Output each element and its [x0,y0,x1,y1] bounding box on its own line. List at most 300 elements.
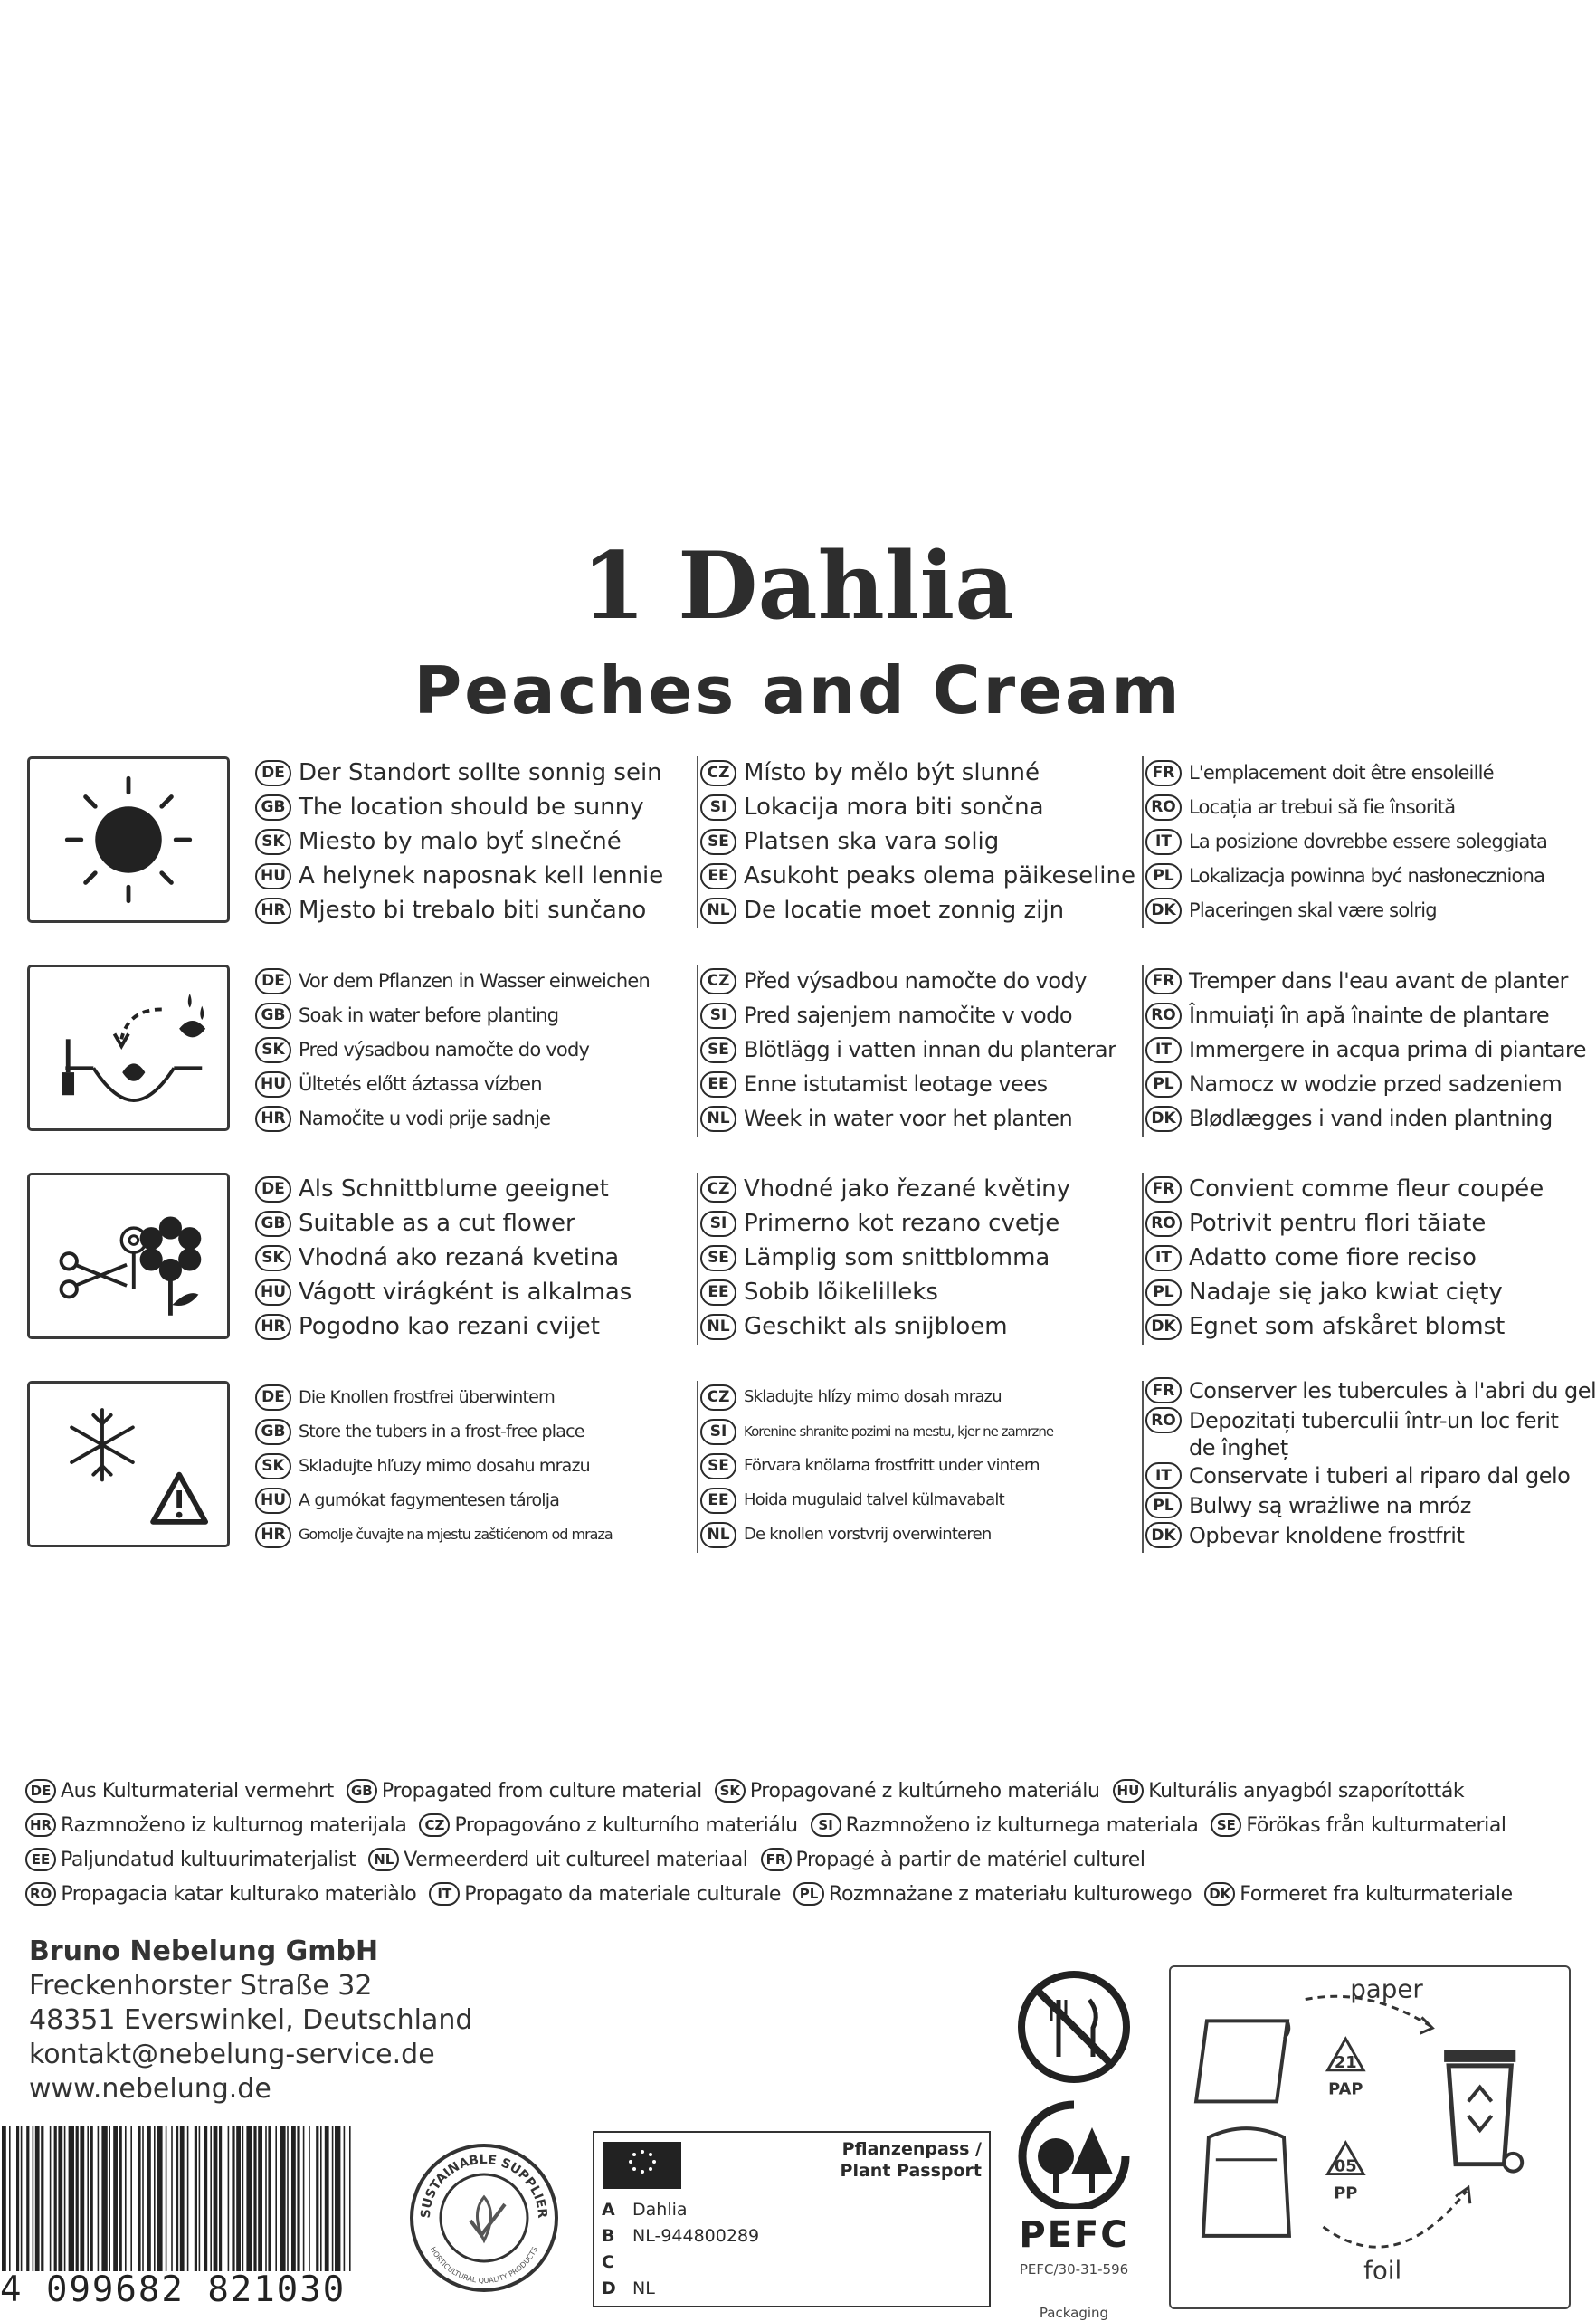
language-code-badge: PL [1145,1492,1182,1518]
soak-text-column-2 [700,964,1139,1136]
lang-line [700,1241,1139,1275]
lang-text: Geschikt als snijbloem [744,1313,1008,1340]
barcode-bar [199,2126,201,2271]
lang-text: Vhodná ako rezaná kvetina [299,1244,620,1271]
seal-bottom-text: HORTICULTURAL QUALITY PRODUCTS [428,2245,540,2286]
barcode-bar [280,2126,285,2271]
language-code-badge: HU [255,1279,291,1306]
lang-line [1145,859,1580,893]
lang-line [255,1032,694,1067]
language-code-badge: SK [255,1453,291,1479]
lang-line [1145,1275,1580,1309]
barcode-bar [210,2126,212,2271]
lang-text: Platsen ska vara solig [744,828,1000,855]
frost-text-column-1 [255,1380,694,1552]
language-code-badge: DK [1204,1882,1235,1906]
cut-flower-text-column-2 [700,1172,1139,1344]
lang-line [700,756,1139,790]
lang-line [255,893,694,927]
lang-line [1145,790,1580,824]
company-name: Bruno Nebelung GmbH [29,1936,379,1967]
barcode-bar [147,2126,151,2271]
language-code-badge: GB [255,1003,291,1029]
svg-text:05: 05 [1334,2156,1357,2176]
language-code-badge: SE [700,1245,736,1271]
language-code-badge: SK [255,1037,291,1063]
lang-text: Conserver les tubercules à l'abri du gel [1189,1377,1596,1403]
recycling-instructions [1169,1965,1571,2309]
language-code-badge: RO [1145,794,1182,821]
barcode-bar [176,2126,178,2271]
barcode-bar [113,2126,118,2271]
barcode-bar [166,2126,167,2271]
language-code-badge: DE [255,1176,291,1203]
language-code-badge: CZ [700,1176,736,1203]
language-code-badge: PL [793,1882,824,1906]
foil-bag-icon [1203,2128,1289,2236]
barcode-bar [157,2126,162,2271]
lang-line [255,1067,694,1101]
lang-line [1145,1375,1596,1405]
language-code-badge: IT [1145,829,1182,855]
lang-line [1145,1460,1580,1490]
cut-flower-text-column-3 [1145,1172,1580,1344]
lang-text: Asukoht peaks olema päikeseline [744,862,1135,889]
lang-text: De knollen vorstvrij overwinteren [744,1525,992,1544]
language-code-badge: EE [700,863,736,889]
lang-text: Namocz w wodzie przed sadzeniem [1189,1071,1563,1097]
language-code-badge: FR [1145,1176,1182,1203]
barcode-bar [2,2126,6,2271]
language-code-badge: CZ [700,968,736,994]
barcode-bar [275,2126,277,2271]
lang-text: Der Standort sollte sonnig sein [299,759,662,786]
seal-top-text: SUSTAINABLE SUPPLIER [418,2152,550,2219]
barcode-bar [33,2126,34,2271]
lang-line [1145,1241,1580,1275]
plant-passport [593,2131,991,2307]
barcode-bar [101,2126,107,2271]
language-code-badge: NL [700,898,736,924]
language-code-badge: HU [255,1071,291,1098]
lang-text: L'emplacement doit être ensoleillé [1189,762,1494,784]
passport-row-a: A Dahlia [602,2200,688,2220]
barcode-bar [64,2126,66,2271]
language-code-badge: HR [255,1522,291,1548]
lang-line [255,1483,694,1517]
language-code-badge: SE [700,1453,736,1479]
barcode-bar [297,2126,299,2271]
language-code-badge: HR [255,1314,291,1340]
language-code-badge: GB [255,794,291,821]
lang-text: Pred výsadbou namočte do vody [299,1039,590,1061]
lang-text: Vhodné jako řezané květiny [744,1175,1071,1203]
pap-recycling-icon [1327,2039,1363,2098]
lang-text: Suitable as a cut flower [299,1210,575,1237]
language-code-badge: EE [700,1279,736,1306]
lang-line [1145,1405,1580,1435]
lang-line [1145,998,1580,1032]
lang-text: Week in water voor het planten [744,1106,1073,1131]
lang-line [255,1101,694,1136]
lang-text: Blötlägg i vatten innan du planterar [744,1037,1116,1062]
lang-text: Sobib lõikelilleks [744,1279,938,1306]
lang-text: Convient comme fleur coupée [1189,1175,1544,1203]
barcode-bar [344,2126,346,2271]
lang-text: Tremper dans l'eau avant de planter [1189,968,1568,994]
language-code-badge: HR [255,898,291,924]
language-code-badge: HU [255,863,291,889]
lang-text: Primerno kot rezano cvetje [744,1210,1060,1237]
lang-line [255,1172,694,1206]
paper-label: paper [1350,1974,1423,2004]
barcode-bar [171,2126,173,2271]
barcode-bar [80,2126,84,2271]
lang-text: Skladujte hľuzy mimo dosahu mrazu [299,1456,590,1476]
barcode-bar [125,2126,127,2271]
pefc-logo-text: PEFC [1019,2214,1129,2256]
lang-text: Místo by mělo být slunné [744,759,1040,786]
barcode-bar [187,2126,189,2271]
lang-line [700,859,1139,893]
language-code-badge: SI [700,1211,736,1237]
language-code-badge: DE [255,1384,291,1411]
lang-line [700,1206,1139,1241]
lang-text: Gomolje čuvajte na mjestu zaštićenom od mraza [299,1526,613,1543]
lang-line [1145,1032,1587,1067]
language-code-badge: DK [1145,1314,1182,1340]
barcode-bar [320,2126,322,2271]
language-code-badge: SI [811,1813,841,1837]
lang-line [255,790,694,824]
company-website[interactable]: www.nebelung.de [29,2073,271,2105]
barcode-bar [69,2126,74,2271]
barcode-bar [9,2126,11,2271]
language-code-badge: HR [255,1106,291,1132]
language-code-badge: DE [25,1779,56,1803]
lang-text: de îngheț [1189,1435,1288,1460]
lang-line [700,1483,1139,1517]
passport-row-b: B NL-944800289 [602,2226,760,2246]
lang-text: Blødlægges i vand inden plantning [1189,1106,1553,1131]
lang-text: Před výsadbou namočte do vody [744,968,1087,994]
language-code-badge: FR [1145,760,1182,786]
lang-line [700,824,1139,859]
barcode-bar [214,2126,218,2271]
barcode-bar [195,2126,197,2271]
barcode-bar [258,2126,262,2271]
lang-line [255,1380,694,1414]
lang-line [255,1449,694,1483]
barcode-bar [154,2126,156,2271]
lang-text: Skladujte hlízy mimo dosah mrazu [744,1387,1002,1406]
language-code-badge: RO [1145,1407,1182,1433]
lang-text: Nadaje się jako kwiat cięty [1189,1279,1503,1306]
pp-recycling-icon [1327,2143,1363,2202]
pefc-packaging-label: Packaging [1039,2305,1109,2321]
language-code-badge: GB [255,1211,291,1237]
soak-text-column-3 [1145,964,1587,1136]
barcode-bar [246,2126,252,2271]
lang-line [255,998,694,1032]
lang-line [700,1275,1139,1309]
lang-text: Lokalizacja powinna być nasłoneczniona [1189,865,1545,887]
language-code-badge: EE [700,1488,736,1514]
lang-text: Înmuiați în apă înainte de plantare [1189,1003,1550,1028]
lang-line [1145,1309,1580,1344]
lang-line [1145,1206,1580,1241]
barcode-bar [54,2126,57,2271]
language-code-badge: CZ [700,1384,736,1411]
language-code-badge: DE [255,968,291,994]
barcode-bar [228,2126,230,2271]
barcode-bar [180,2126,185,2271]
barcode-bar [253,2126,256,2271]
lang-text: Bulwy są wrażliwe na mróz [1189,1492,1471,1518]
barcode-bar [35,2126,40,2271]
recycling-bin-icon [1444,2050,1522,2172]
svg-text:21: 21 [1334,2052,1357,2072]
lang-text: A helynek naposnak kell lennie [299,862,664,889]
barcode-bar [21,2126,23,2271]
barcode-bar [303,2126,305,2271]
not-for-food-icon [1006,1968,1142,2086]
language-code-badge: SK [255,1245,291,1271]
svg-text:PAP: PAP [1328,2079,1363,2099]
lang-text: Adatto come fiore reciso [1189,1244,1477,1271]
sun-text-column-3 [1145,756,1580,927]
language-code-badge: FR [1145,1377,1182,1403]
foil-label: foil [1363,2255,1402,2286]
eu-flag-icon [603,2142,681,2189]
lang-line [255,859,694,893]
language-code-badge: NL [700,1106,736,1132]
lang-text: La posizione dovrebbe essere soleggiata [1189,831,1548,852]
language-code-badge: SI [700,1419,736,1445]
language-code-badge: SK [715,1779,746,1803]
lang-text: Lämplig som snittblomma [744,1244,1050,1271]
lang-line [1145,893,1580,927]
cut-flower-text-column-1 [255,1172,694,1344]
frost-warning-icon [27,1381,230,1547]
barcode-bar [90,2126,93,2271]
soak-text-column-1 [255,964,694,1136]
lang-text: Förvara knölarna frostfritt under vintern [744,1456,1040,1475]
cut-flower-icon [27,1173,230,1339]
language-code-badge: EE [25,1848,56,1871]
lang-line [700,998,1139,1032]
lang-text: Mjesto bi trebalo biti sunčano [299,897,647,924]
barcode-number: 4 099682 821030 [0,2269,347,2310]
language-code-badge: RO [1145,1211,1182,1237]
lang-text: Ültetés előtt áztassa vízben [299,1073,542,1095]
lang-text: De locatie moet zonnig zijn [744,897,1065,924]
lang-text: Immergere in acqua prima di piantare [1189,1037,1587,1062]
lang-text: A gumókat fagymentesen tárolja [299,1490,560,1510]
paper-sleeve-icon [1196,2021,1287,2101]
product-variety: Peaches and Cream [413,652,1183,728]
lang-line [1145,1101,1580,1136]
language-code-badge: HR [25,1813,56,1837]
sun-text-column-1 [255,756,694,927]
barcode-bar [232,2126,234,2271]
lang-text: Die Knollen frostfrei überwintern [299,1387,555,1407]
sustainable-supplier-seal [407,2141,561,2295]
language-code-badge: SI [700,1003,736,1029]
lang-line [1145,824,1580,859]
language-code-badge: RO [1145,1003,1182,1029]
language-code-badge: IT [1145,1037,1182,1063]
frost-text-column-2 [700,1380,1139,1552]
sun-icon [27,756,230,923]
lang-line [255,964,694,998]
passport-row-d: D NL [602,2278,655,2298]
lang-text: Miesto by malo byť slnečné [299,828,622,855]
language-code-badge: HU [1113,1779,1145,1803]
frost-text-column-3 [1145,1375,1596,1550]
barcode-bar [236,2126,241,2271]
lang-text: The location should be sunny [299,794,644,821]
barcode-bar [16,2126,19,2271]
lang-text: Namočite u vodi prije sadnje [299,1108,551,1129]
language-code-badge: IT [1145,1462,1182,1489]
barcode-bar [309,2126,310,2271]
company-street: Freckenhorster Straße 32 [29,1970,373,2002]
barcode-bar [265,2126,267,2271]
language-code-badge: IT [429,1882,460,1906]
soak-planting-icon [27,965,230,1131]
lang-line [700,1032,1139,1067]
lang-line [700,964,1139,998]
lang-line [1145,1520,1580,1550]
language-code-badge: DK [1145,898,1182,924]
lang-line [1145,756,1580,790]
lang-text: Enne istutamist leotage vees [744,1071,1048,1097]
language-code-badge: RO [25,1882,56,1906]
lang-line [700,1380,1139,1414]
lang-line [700,893,1139,927]
lang-text: Als Schnittblume geeignet [299,1175,609,1203]
barcode-bar [335,2126,340,2271]
barcode-bar [109,2126,110,2271]
product-title: 1 Dahlia [581,532,1015,641]
lang-line [700,1414,1139,1449]
company-address [29,1935,472,2107]
barcode-bar [291,2126,296,2271]
barcode [0,2126,357,2271]
lang-text: Conservate i tuberi al riparo dal gelo [1189,1462,1571,1489]
lang-line [255,1241,694,1275]
language-code-badge: GB [347,1779,377,1803]
propagation-statement: DE Aus Kulturmaterial vermehrt GB Propagated from culture material SK Propagované z kultúrneho materiálu HU Kulturális anyagból szaporították HR Razmnoženo iz kulturnog materijala CZ Propagováno z kulturního materiálu SI Razmnoženo iz kulturnega materiala SE Förökas från kulturmaterial EE Paljundatud kultuurimaterjalist NL Vermeerderd uit cultureel materiaal FR Propagé à partir de matériel culturel RO Propagacia katar kulturako materiàlo IT Propagato da materiale culturale PL Rozmnażane z materiału kulturowego DK Formeret fra kulturmateriale [25,1774,1582,1911]
lang-text: Soak in water before planting [299,1004,559,1026]
barcode-bar [242,2126,244,2271]
lang-line [255,1517,694,1552]
lang-line [700,1309,1139,1344]
lang-line [700,1517,1139,1552]
language-code-badge: SK [255,829,291,855]
lang-line [700,1449,1139,1483]
barcode-bar [26,2126,29,2271]
barcode-bar [142,2126,144,2271]
lang-text: Korenine shranite pozimi na mestu, kjer ne zamrzne [744,1423,1054,1440]
language-code-badge: DK [1145,1106,1182,1132]
lang-text: Store the tubers in a frost-free place [299,1422,584,1441]
barcode-bar [50,2126,52,2271]
barcode-bar [58,2126,62,2271]
lang-line [255,1414,694,1449]
language-code-badge: FR [761,1848,792,1871]
lang-text: Opbevar knoldene frostfrit [1189,1522,1465,1548]
lang-line [700,1067,1139,1101]
barcode-bar [76,2126,79,2271]
lang-line [700,1101,1139,1136]
lang-text: Vágott virágként is alkalmas [299,1279,632,1306]
language-code-badge: NL [700,1314,736,1340]
language-code-badge: NL [368,1848,399,1871]
lang-line [700,790,1139,824]
barcode-bar [87,2126,89,2271]
lang-text: Pred sajenjem namočite v vodo [744,1003,1073,1028]
passport-title: Pflanzenpass / Plant Passport [840,2139,982,2181]
language-code-badge: SE [700,829,736,855]
lang-line [255,824,694,859]
language-code-badge: EE [700,1071,736,1098]
lang-line [255,756,694,790]
barcode-bar [287,2126,289,2271]
language-code-badge: IT [1145,1245,1182,1271]
lang-text: Locația ar trebui să fie însorită [1189,796,1456,818]
language-code-badge: SE [700,1037,736,1063]
language-code-badge: GB [255,1419,291,1445]
barcode-bar [119,2126,122,2271]
lang-text: Potrivit pentru flori tăiate [1189,1210,1487,1237]
language-code-badge: DE [255,760,291,786]
language-code-badge: CZ [700,760,736,786]
lang-line [1145,964,1580,998]
language-code-badge: SI [700,794,736,821]
lang-line [255,1309,694,1344]
lang-text: Lokacija mora biti sončna [744,794,1044,821]
lang-text: Hoida mugulaid talvel külmavabalt [744,1490,1004,1509]
lang-line [255,1206,694,1241]
language-code-badge: FR [1145,968,1182,994]
barcode-bar [268,2126,271,2271]
lang-text: Vor dem Pflanzen in Wasser einweichen [299,970,650,992]
lang-line [1145,1490,1580,1520]
lang-line [700,1172,1139,1206]
barcode-bar [130,2126,132,2271]
passport-row-c: C [602,2252,614,2272]
language-code-badge: PL [1145,1071,1182,1098]
barcode-bar [41,2126,43,2271]
company-email[interactable]: kontakt@nebelung-service.de [29,2039,435,2070]
lang-line [255,1275,694,1309]
barcode-bar [325,2126,329,2271]
language-code-badge: DK [1145,1522,1182,1548]
lang-text: Placeringen skal være solrig [1189,899,1437,921]
language-code-badge: SE [1211,1813,1241,1837]
barcode-bar [138,2126,140,2271]
lang-line [1145,1172,1580,1206]
svg-text:PP: PP [1334,2183,1358,2203]
barcode-bar [219,2126,222,2271]
lang-text: Egnet som afskåret blomst [1189,1313,1506,1340]
language-code-badge: HU [255,1488,291,1514]
barcode-bar [349,2126,351,2271]
language-code-badge: PL [1145,1279,1182,1306]
pefc-code: PEFC/30-31-596 [1019,2261,1129,2278]
